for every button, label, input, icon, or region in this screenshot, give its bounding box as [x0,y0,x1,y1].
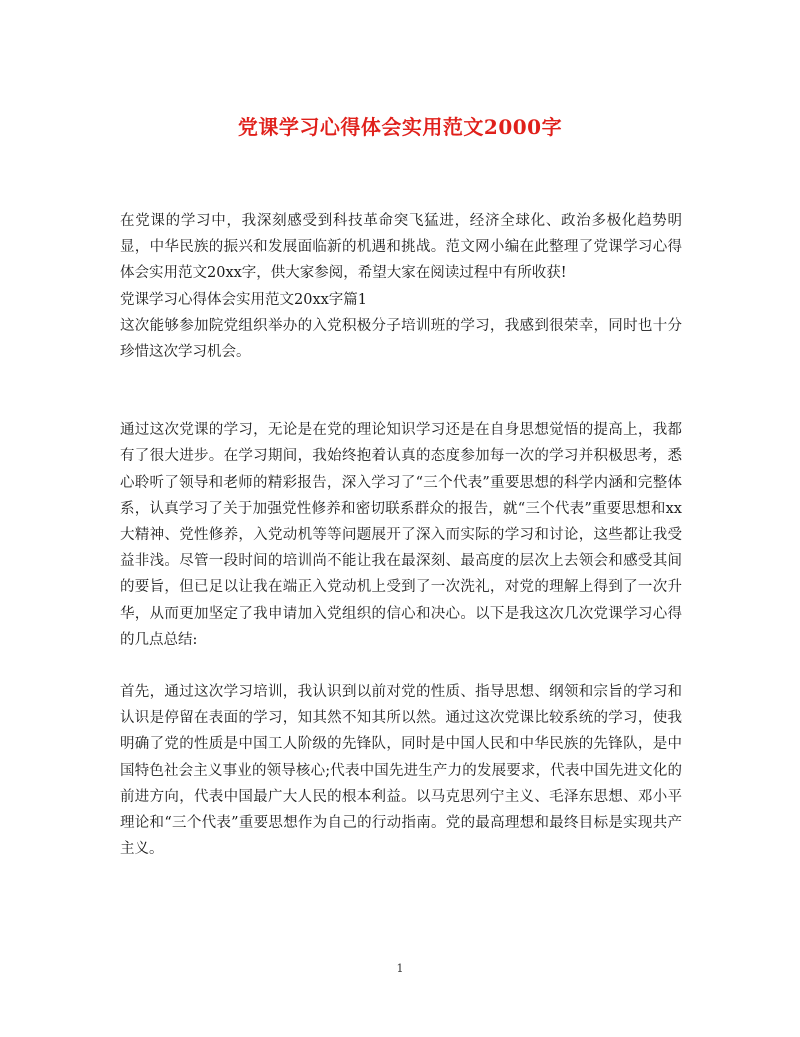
document-body [120,208,682,862]
paragraph-spacer [120,653,682,679]
document-title: 党课学习心得体会实用范文2000字 [237,115,563,139]
paragraph-3: 首先，通过这次学习培训，我认识到以前对党的性质、指导思想、纲领和宗旨的学习和认识是停留在表面的学习，知其然不知其所以然。通过这次党课比较系统的学习，使我明确了党的性质是中国工人阶级的先锋队，同时是中国人民和中华民族的先锋队，是中国特色社会主义事业的领导核心;代表中国先进生产力的发展要求，代表中国先进文化的前进方向，代表中国最广大人民的根本利益。以马克思列宁主义、毛泽东思想、邓小平理论和“三个代表”重要思想作为自己的行动指南。党的最高理想和最终目标是实现共产主义。 [120,684,682,858]
paragraph-2: 通过这次党课的学习，无论是在党的理论知识学习还是在自身思想觉悟的提高上，我都有了很大进步。在学习期间，我始终抱着认真的态度参加每一次的学习并积极思考，悉心聆听了领导和老师的精彩报告，深入学习了“三个代表”重要思想的科学内涵和完整体系，认真学习了关于加强党性修养和密切联系群众的报告，就“三个代表”重要思想和xx大精神、党性修养，入党动机等等问题展开了深入而实际的学习和讨论，这些都让我受益非浅。尽管一段时间的培训尚不能让我在最深刻、最高度的层次上去领会和感受其间的要旨，但已足以让我在端正入党动机上受到了一次洗礼，对党的理解上得到了一次升华，从而更加坚定了我申请加入党组织的信心和决心。以下是我这次几次党课学习心得的几点总结: [120,422,682,648]
paragraph-spacer [120,365,682,417]
intro-paragraph: 在党课的学习中，我深刻感受到科技革命突飞猛进，经济全球化、政治多极化趋势明显，中华民族的振兴和发展面临新的机遇和挑战。范文网小编在此整理了党课学习心得体会实用范文20xx字，供大家参阅，希望大家在阅读过程中有所收获! [120,213,682,282]
paragraph-1: 这次能够参加院党组织举办的入党积极分子培训班的学习，我感到很荣幸，同时也十分珍惜这次学习机会。 [120,317,682,361]
section-heading: 党课学习心得体会实用范文20xx字篇1 [120,291,368,308]
page-number: 1 [396,962,404,975]
